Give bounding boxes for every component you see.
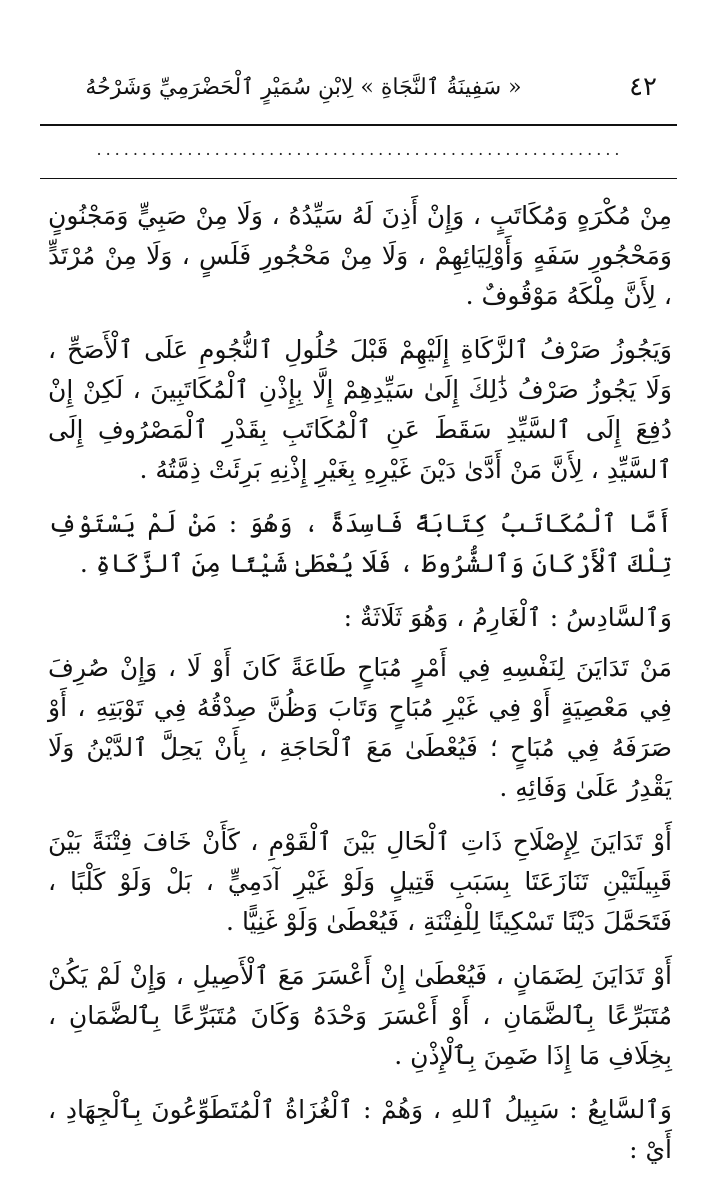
paragraph-5: مَنْ تَدَايَنَ لِنَفْسِهِ فِي أَمْرٍ مُبَاحٍ طَاعَةً كَانَ أَوْ لَا ، وَإِنْ صُرِفَ فِي مَعْصِيَةٍ أَوْ فِي غَيْرِ مُبَاحٍ وَتَابَ وَظُنَّ صِدْقُهُ فِي تَوْبَتِهِ ، أَوْ صَرَفَهُ فِي مُبَاحٍ ؛ فَيُعْطَىٰ مَعَ ٱلْحَاجَةِ ، بِأَنْ يَحِلَّ ٱلدَّيْنُ وَلَا يَقْدِرُ عَلَىٰ وَفَائِهِ . [48,653,672,802]
paragraph-4: وَٱلسَّادِسُ : ٱلْغَارِمُ ، وَهُوَ ثَلَاثَةٌ : [343,603,672,632]
paragraph-3: أَمَّا ٱلْمُكَاتَبُ كِتَابَةً فَاسِدَةً ، وَهُوَ : مَنْ لَمْ يَسْتَوْفِ تِلْكَ ٱلْأَرْكَانَ وَٱلشُّرُوطَ ، فَلَا يُعْطَىٰ شَيْئًا مِنَ ٱلزَّكَاةِ . [48,509,672,578]
header-rule [40,124,677,126]
footnote-placeholder-dots: .......................................................... [96,140,624,159]
running-title: « سَفِينَةُ ٱلنَّجَاةِ » لِابْنِ سُمَيْرٍ ٱلْحَضْرَمِيِّ وَشَرْحُهُ [85,75,522,100]
body-text [48,196,672,1184]
paragraph-8: وَٱلسَّابِعُ : سَبِيلُ ٱللهِ ، وَهُمْ : ٱلْغُزَاةُ ٱلْمُتَطَوِّعُونَ بِٱلْجِهَادِ ، أَيْ : [48,1095,672,1164]
section-rule [40,178,677,179]
paragraph-1: مِنْ مُكْرَهٍ وَمُكَاتَبٍ ، وَإِنْ أَذِنَ لَهُ سَيِّدُهُ ، وَلَا مِنْ صَبِيٍّ وَمَجْنُونٍ وَمَحْجُورِ سَفَهٍ وَأَوْلِيَائِهِمْ ، وَلَا مِنْ مَحْجُورِ فَلَسٍ ، وَلَا مِنْ مُرْتَدٍّ ، لِأَنَّ مِلْكَهُ مَوْقُوفٌ . [48,201,672,310]
page-header [40,66,677,110]
paragraph-6: أَوْ تَدَايَنَ لِإِصْلَاحِ ذَاتِ ٱلْحَالِ بَيْنَ ٱلْقَوْمِ ، كَأَنْ خَافَ فِتْنَةً بَيْنَ قَبِيلَتَيْنِ تَنَازَعَتَا بِسَبَبِ قَتِيلٍ وَلَوْ غَيْرِ آدَمِيٍّ ، بَلْ وَلَوْ كَلْبًا ، فَتَحَمَّلَ دَيْنًا تَسْكِينًا لِلْفِتْنَةِ ، فَيُعْطَىٰ وَلَوْ غَنِيًّا . [48,827,672,936]
paragraph-2: وَيَجُوزُ صَرْفُ ٱلزَّكَاةِ إِلَيْهِمْ قَبْلَ حُلُولِ ٱلنُّجُومِ عَلَى ٱلْأَصَحِّ ، وَلَا يَجُوزُ صَرْفُ ذَٰلِكَ إِلَىٰ سَيِّدِهِمْ إِلَّا بِإِذْنِ ٱلْمُكَاتَبِينَ ، لَكِنْ إِنْ دُفِعَ إِلَى ٱلسَّيِّدِ سَقَطَ عَنِ ٱلْمُكَاتَبِ بِقَدْرِ ٱلْمَصْرُوفِ إِلَى ٱلسَّيِّدِ ، لِأَنَّ مَنْ أَدَّىٰ دَيْنَ غَيْرِهِ بِغَيْرِ إِذْنِهِ بَرِئَتْ ذِمَّتُهُ . [48,335,672,484]
page-number: ٤٢ [629,72,657,102]
paragraph-7: أَوْ تَدَايَنَ لِضَمَانٍ ، فَيُعْطَىٰ إِنْ أَعْسَرَ مَعَ ٱلْأَصِيلِ ، وَإِنْ لَمْ يَكُنْ مُتَبَرِّعًا بِٱلضَّمَانِ ، أَوْ أَعْسَرَ وَحْدَهُ وَكَانَ مُتَبَرِّعًا بِٱلضَّمَانِ ، بِخِلَافِ مَا إِذَا ضَمِنَ بِٱلْإِذْنِ . [48,961,672,1070]
